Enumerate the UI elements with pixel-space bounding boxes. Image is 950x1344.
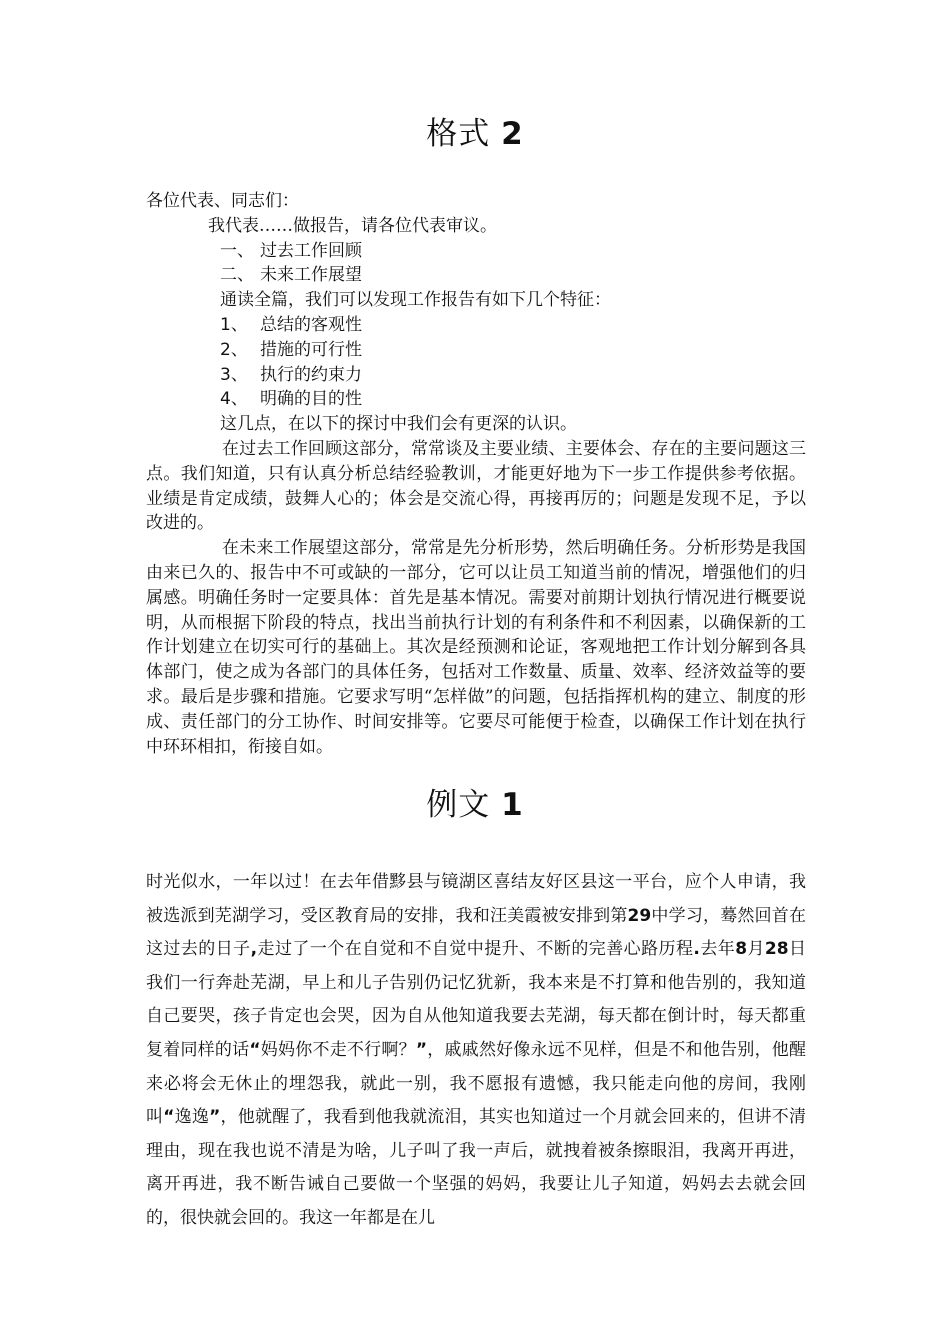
example-quote: “ — [249, 1039, 261, 1060]
example-quote: ” — [209, 1107, 221, 1128]
feature-marker: 2、 — [220, 339, 248, 360]
feature-marker: 4、 — [220, 389, 248, 410]
example-text: 去年 — [699, 939, 736, 960]
example-quote: ” — [415, 1039, 428, 1060]
example-text: 逸逸 — [174, 1107, 210, 1128]
feature-marker: 1、 — [220, 314, 248, 335]
example-text: 走过了一个在自觉和不自觉中提升、不断的完善心路历程 — [257, 939, 694, 960]
example-text: 月 — [747, 939, 765, 960]
format-section — [146, 189, 806, 759]
features-intro: 通读全篇，我们可以发现工作报告有如下几个特征： — [220, 290, 611, 311]
example-quote: “ — [163, 1107, 175, 1128]
example-paragraph — [146, 866, 806, 1236]
feature-item — [146, 313, 806, 338]
example-number: 29 — [627, 905, 652, 926]
feature-text: 明确的目的性 — [260, 389, 362, 410]
section-title-example — [0, 779, 950, 824]
example-text: ，戚戚然好像永远不见样，但是不和他告别，他醒来必将会无休止的埋怨我，就此一别，我不愿报有遗憾，我只能走向他的房间，我刚叫 — [146, 1039, 807, 1128]
feature-marker: 3、 — [220, 364, 248, 385]
title-number: 1 — [501, 787, 524, 823]
example-number: 8 — [735, 939, 748, 960]
feature-text: 总结的客观性 — [260, 314, 362, 335]
outline-marker: 二、 — [220, 265, 254, 286]
title-text: 例文 — [426, 787, 491, 823]
example-number: 28 — [764, 939, 789, 960]
example-text: 中学习，蓦然回首在这过去的日子 — [146, 905, 807, 960]
example-text: 时光似水，一年以过！在去年借黟县与镜湖区喜结友好区县这一平台，应个人申请，我被选派到芜湖学习，受区教育局的安排，我和汪美霞被安排到第 — [146, 872, 806, 926]
opening-line: 我代表……做报告，请各位代表审议。 — [208, 215, 497, 236]
example-punct: . — [693, 939, 700, 960]
feature-text: 措施的可行性 — [260, 339, 362, 360]
features-outro: 这几点，在以下的探讨中我们会有更深的认识。 — [220, 414, 577, 435]
paragraph-past-work: 在过去工作回顾这部分，常常谈及主要业绩、主要体会、存在的主要问题这三点。我们知道，只有认真分析总结经验教训，才能更好地为下一步工作提供参考依据。业绩是肯定成绩，鼓舞人心的；体会是交流心得，再接再厉的；问题是发现不足，予以改进的。 — [146, 438, 806, 534]
example-text: ，他就醒了，我看到他我就流泪，其实也知道过一个月就会回来的，但讲不清理由，现在我也说不清是为啥，儿子叫了我一声后，就拽着被条擦眼泪，我离开再进，离开再进，我不断告诫自己要做一个坚强的妈妈，我要让儿子知道，妈妈去去就会回的，很快就会回的。我这一年都是在儿 — [146, 1107, 807, 1228]
title-text: 格式 — [426, 116, 491, 152]
outline-item — [146, 239, 806, 264]
paragraph-future-work: 在未来工作展望这部分，常常是先分析形势，然后明确任务。分析形势是我国由来已久的、报告中不可或缺的一部分，它可以让员工知道当前的情况，增强他们的归属感。明确任务时一定要具体：首先是基本情况。需要对前期计划执行情况进行概要说明，从而根据下阶段的特点，找出当前执行计划的有利条件和不利因素，以确保新的工作计划建立在切实可行的基础上。其次是经预测和论证，客观地把工作计划分解到各具体部门，使之成为各部门的具体任务，包括对工作数量、质量、效率、经济效益等的要求。最后是步骤和措施。它要求写明“怎样做”的问题，包括指挥机构的建立、制度的形成、责任部门的分工协作、时间安排等。它要尽可能便于检查，以确保工作计划在执行中环环相扣，衔接自如。 — [146, 538, 806, 757]
feature-text: 执行的约束力 — [260, 364, 362, 385]
salutation: 各位代表、同志们： — [146, 191, 299, 211]
feature-item — [146, 387, 806, 412]
outline-text: 未来工作展望 — [260, 265, 362, 286]
feature-item — [146, 338, 806, 363]
section-title-format — [0, 108, 950, 153]
title-number: 2 — [501, 116, 524, 152]
example-text: 日我们一行奔赴芜湖，早上和儿子告别仍记忆犹新，我本来是不打算和他告别的，我知道自己要哭，孩子肯定也会哭，因为自从他知道我要去芜湖，每天都在倒计时，每天都重复着同样的话 — [146, 939, 807, 1060]
outline-marker: 一、 — [220, 240, 254, 261]
example-punct: , — [250, 939, 258, 960]
outline-text: 过去工作回顾 — [260, 240, 362, 261]
outline-item — [146, 263, 806, 288]
feature-item — [146, 363, 806, 388]
example-text: 妈妈你不走不行啊？ — [260, 1039, 416, 1060]
